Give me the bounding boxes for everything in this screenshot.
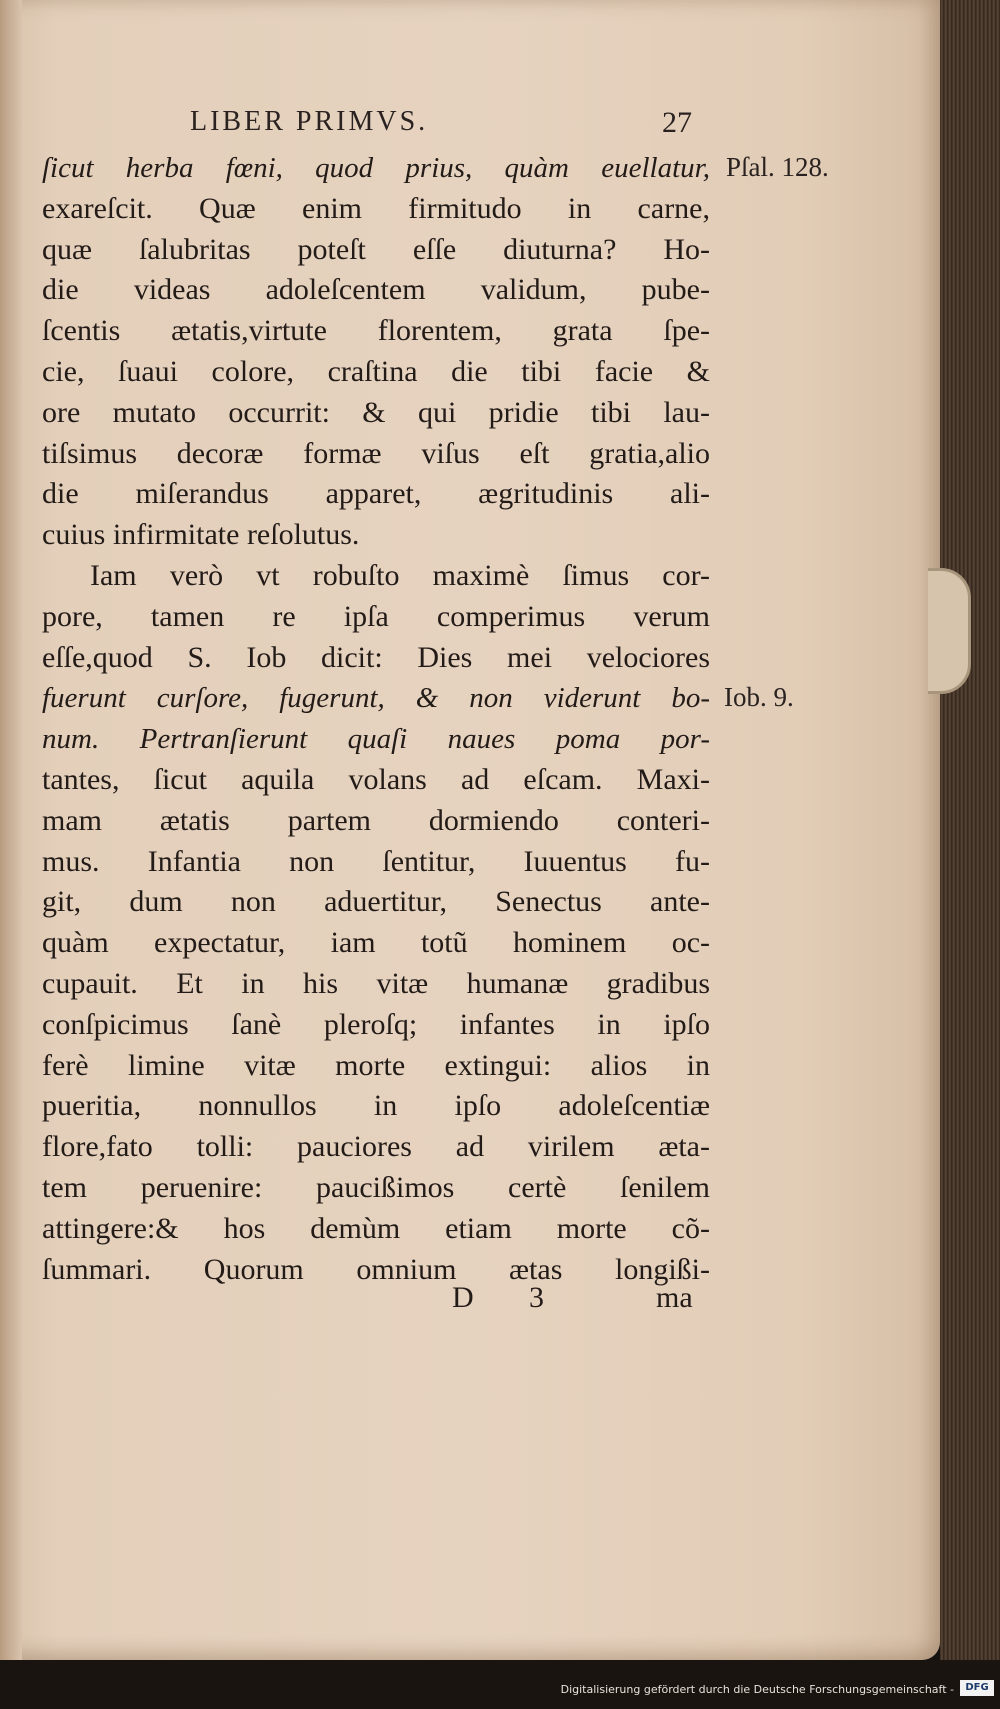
text-line: mam ætatis partem dormiendo conteri-	[42, 803, 710, 837]
text-line: eſſe,quod S. Iob dicit: Dies mei velociores	[42, 640, 710, 674]
signature-letter: D	[452, 1281, 474, 1314]
text-line: exareſcit. Quæ enim firmitudo in carne,	[42, 191, 710, 225]
text-line: tiſsimus decoræ formæ viſus eſt gratia,alio	[42, 436, 710, 470]
text-line: flore,fato tolli: pauciores ad virilem æta-	[42, 1130, 710, 1164]
text-line: ſummari. Quorum omnium ætas longißi-	[42, 1252, 710, 1286]
text-line: ſicut herba fœni, quod prius, quàm euellatur,	[42, 152, 710, 184]
text-line: cuius infirmitate reſolutus.	[42, 518, 360, 552]
text-line: ferè limine vitæ morte extingui: alios in	[42, 1048, 710, 1082]
text-line: die videas adoleſcentem validum, pube-	[42, 273, 710, 307]
text-line: fuerunt curſore, fugerunt, & non viderunt bo-	[42, 682, 710, 715]
text-line: die miſerandus apparet, ægritudinis ali-	[42, 477, 710, 511]
text-block	[42, 148, 710, 1290]
marginal-note-psalm: Pſal. 128.	[726, 152, 829, 182]
signature-number: 3	[529, 1281, 544, 1314]
text-line: num. Pertranſierunt quaſi naues poma por-	[42, 723, 710, 756]
text-line: cupauit. Et in his vitæ humanæ gradibus	[42, 966, 710, 1000]
marginal-note-job: Iob. 9.	[724, 682, 794, 712]
text-line: ſcentis ætatis,virtute florentem, grata ſpe-	[42, 314, 710, 348]
text-line: attingere:& hos demùm etiam morte cõ-	[42, 1211, 710, 1245]
dfg-logo: DFG	[960, 1680, 994, 1696]
text-line: pueritia, nonnullos in ipſo adoleſcentiæ	[42, 1089, 710, 1123]
text-line: conſpicimus ſanè pleroſq; infantes in ipſo	[42, 1007, 710, 1041]
page-gutter	[0, 0, 22, 1660]
text-line: pore, tamen re ipſa comperimus verum	[42, 599, 710, 633]
text-line: mus. Infantia non ſentitur, Iuuentus fu-	[42, 844, 710, 878]
page-number: 27	[662, 106, 692, 139]
text-line: Iam verò vt robuſto maximè ſimus cor-	[90, 558, 710, 592]
text-line: quæ ſalubritas poteſt eſſe diuturna? Ho-	[42, 232, 710, 266]
text-line: ore mutato occurrit: & qui pridie tibi lau-	[42, 395, 710, 429]
digitization-credit: Digitalisierung gefördert durch die Deutsche Forschungsgemeinschaft -	[560, 1683, 954, 1696]
text-line: quàm expectatur, iam totũ hominem oc-	[42, 926, 710, 960]
text-line: tem peruenire: paucißimos certè ſenilem	[42, 1170, 710, 1204]
catchword: ma	[656, 1281, 693, 1314]
text-line: tantes, ſicut aquila volans ad eſcam. Maxi-	[42, 762, 710, 796]
page-clip	[928, 568, 971, 694]
running-title: LIBER PRIMVS.	[190, 106, 429, 137]
text-line: git, dum non aduertitur, Senectus ante-	[42, 885, 710, 919]
text-line: cie, ſuaui colore, craſtina die tibi facie &	[42, 354, 710, 388]
book-fore-edge	[940, 0, 1000, 1660]
